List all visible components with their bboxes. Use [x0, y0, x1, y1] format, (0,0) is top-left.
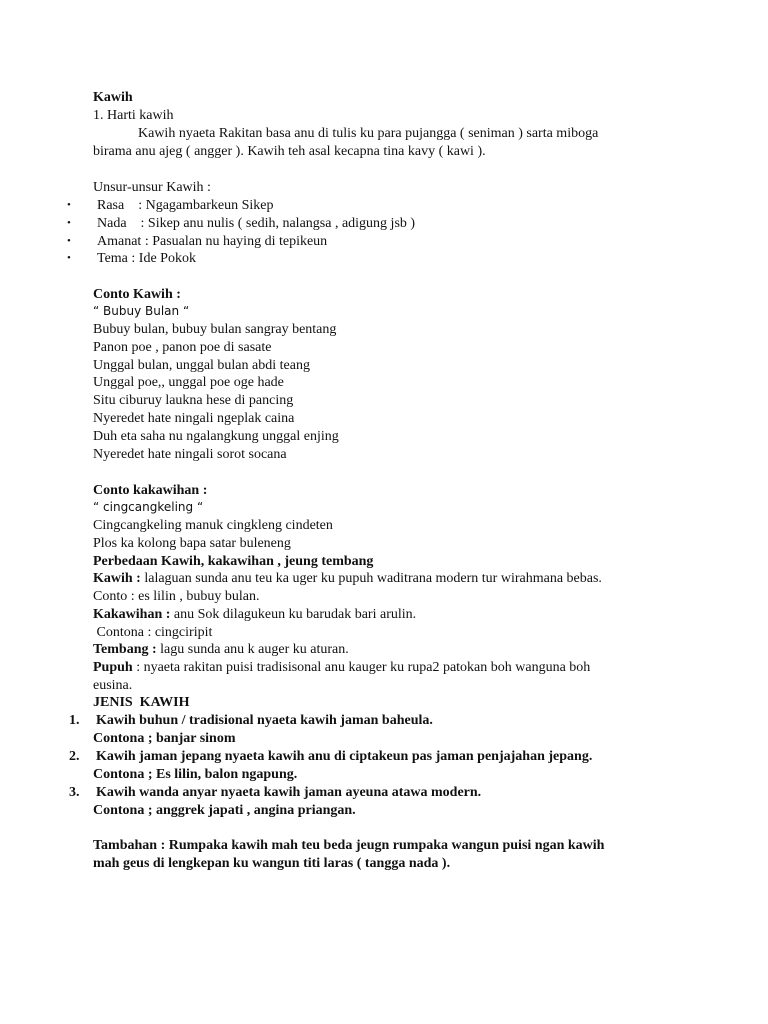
unsur-item-nada: Nada : Sikep anu nulis ( sedih, nalangsa , adigung jsb ) [97, 216, 416, 231]
definition-tembang [93, 641, 349, 658]
example-kawih: Conto : es lilin , bubuy bulan. [93, 589, 260, 604]
definition-kakawihan [93, 606, 416, 623]
unsur-heading: Unsur-unsur Kawih : [93, 180, 211, 195]
jenis-item-example: Contona ; anggrek japati , angina priangan. [93, 803, 356, 818]
jenis-item-text: Kawih buhun / tradisional nyaeta kawih jaman baheula. [96, 713, 433, 728]
term-kakawihan: Kakawihan : [93, 607, 171, 622]
jenis-item-text: Kawih jaman jepang nyaeta kawih anu di ciptakeun pas jaman penjajahan jepang. [96, 749, 593, 764]
definition-text: lagu sunda anu k auger ku aturan. [156, 642, 349, 657]
doc-title: Kawih [93, 90, 133, 105]
definition-pupuh-continued: eusina. [93, 678, 133, 693]
definition-text: anu Sok dilagukeun ku barudak bari arulin. [170, 607, 417, 622]
lyric-line: Unggal bulan, unggal bulan abdi teang [93, 358, 310, 373]
lyric-line: Situ ciburuy laukna hese di pancing [93, 393, 294, 408]
tambahan-line-2: mah geus di lengkepan ku wangun titi laras ( tangga nada ). [93, 856, 451, 871]
list-number: 3. [69, 785, 80, 800]
lyric-line: Bubuy bulan, bubuy bulan sangray bentang [93, 322, 337, 337]
harti-paragraph-line-2: birama anu ajeg ( angger ). Kawih teh asal kecapna tina kavy ( kawi ). [93, 144, 486, 159]
lyric-line: Nyeredet hate ningali sorot socana [93, 447, 287, 462]
bullet-icon: • [67, 217, 71, 229]
bullet-icon: • [67, 199, 71, 211]
unsur-item-amanat: Amanat : Pasualan nu haying di tepikeun [97, 234, 328, 249]
lyric-line: Duh eta saha nu ngalangkung unggal enjing [93, 429, 339, 444]
jenis-item-example: Contona ; Es lilin, balon ngapung. [93, 767, 298, 782]
definition-text: lalaguan sunda anu teu ka uger ku pupuh waditrana modern tur wirahmana bebas. [140, 571, 602, 586]
term-pupuh: Pupuh [93, 660, 133, 675]
harti-paragraph-line-1: Kawih nyaeta Rakitan basa anu di tulis ku para pujangga ( seniman ) sarta miboga [138, 126, 599, 141]
bullet-icon: • [67, 252, 71, 264]
definition-pupuh [93, 659, 590, 676]
lyric-line: Panon poe , panon poe di sasate [93, 340, 272, 355]
tambahan-line-1: Tambahan : Rumpaka kawih mah teu beda jeugn rumpaka wangun puisi ngan kawih [93, 838, 605, 853]
conto-kakawihan-heading: Conto kakawihan : [93, 483, 208, 498]
term-kawih: Kawih : [93, 571, 141, 586]
unsur-item-tema: Tema : Ide Pokok [97, 251, 196, 266]
song-title-bubuy-bulan: “ Bubuy Bulan “ [93, 304, 190, 318]
lyric-line: Cingcangkeling manuk cingkleng cindeten [93, 518, 333, 533]
definition-text: : nyaeta rakitan puisi tradisisonal anu kauger ku rupa2 patokan boh wanguna boh [132, 660, 591, 675]
definition-kawih [93, 570, 602, 587]
list-number: 2. [69, 749, 80, 764]
song-title-cingcangkeling: “ cingcangkeling “ [93, 500, 204, 514]
example-kakawihan: Contona : cingciripit [93, 625, 213, 640]
lyric-line: Nyeredet hate ningali ngeplak caina [93, 411, 295, 426]
bullet-icon: • [67, 235, 71, 247]
perbedaan-heading: Perbedaan Kawih, kakawihan , jeung tembang [93, 554, 374, 569]
section-heading-harti: 1. Harti kawih [93, 108, 174, 123]
lyric-line: Unggal poe,, unggal poe oge hade [93, 375, 284, 390]
term-tembang: Tembang : [93, 642, 157, 657]
conto-kawih-heading: Conto Kawih : [93, 287, 181, 302]
jenis-item-example: Contona ; banjar sinom [93, 731, 236, 746]
unsur-item-rasa: Rasa : Ngagambarkeun Sikep [97, 198, 274, 213]
list-number: 1. [69, 713, 80, 728]
lyric-line: Plos ka kolong bapa satar buleneng [93, 536, 291, 551]
jenis-heading: JENIS KAWIH [93, 695, 190, 710]
jenis-item-text: Kawih wanda anyar nyaeta kawih jaman ayeuna atawa modern. [96, 785, 482, 800]
